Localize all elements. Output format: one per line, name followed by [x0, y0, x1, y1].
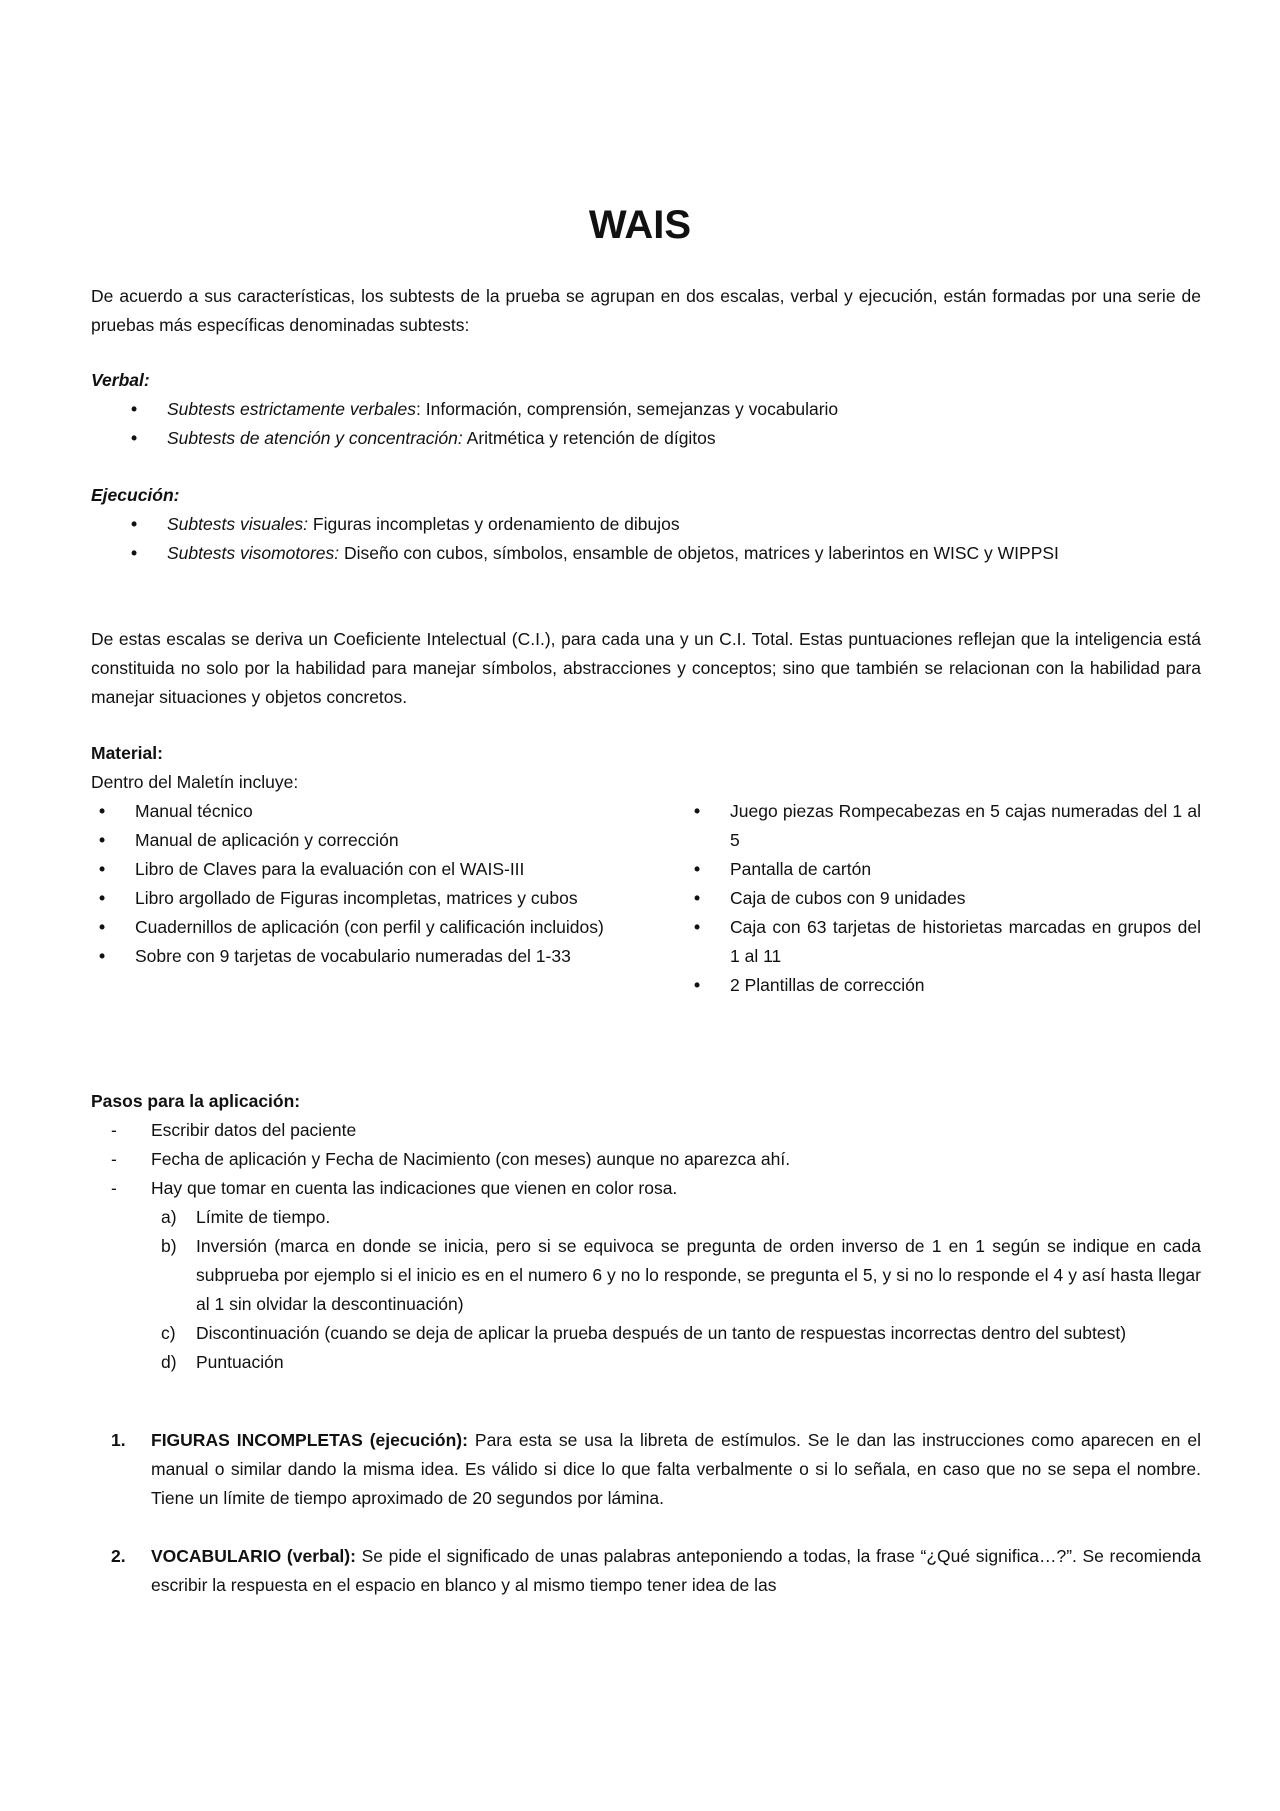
ci-paragraph: De estas escalas se deriva un Coeficiente Intelectual (C.I.), para cada una y un C.I. Total. Estas puntuaciones reflejan que la inteligencia está constituida no solo por la habilidad para manejar símbolos, abstracciones y conceptos; sino que también se relacionan con la habilidad para manejar situaciones y objetos concretos.: [91, 629, 1201, 707]
list-item: • Subtests visuales: Figuras incompletas y ordenamiento de dibujos: [91, 510, 1201, 539]
page-title: WAIS: [588, 203, 692, 247]
subtest-item: 2. VOCABULARIO (verbal): Se pide el significado de unas palabras anteponiendo a todas, la frase “¿Qué significa…?”. Se recomienda escribir la respuesta en el espacio en blanco y al mismo tiempo tener idea de las: [111, 1546, 1201, 1595]
pasos-heading: Pasos para la aplicación:: [91, 1091, 301, 1111]
list-item: • Subtests de atención y concentración: Aritmética y retención de dígitos: [91, 424, 1201, 453]
list-item: • Subtests estrictamente verbales: Información, comprensión, semejanzas y vocabulario: [91, 395, 1201, 424]
material-section: [91, 739, 1201, 1000]
list-item: b) Inversión (marca en donde se inicia, pero si se equivoca se pregunta de orden inverso de 1 en 1 según se indique en cada subprueba por ejemplo si el inicio es en el numero 6 y no lo responde, se pregunta el 5, y si no lo responde el 4 y así hasta llegar al 1 sin olvidar la descontinuación): [161, 1236, 1201, 1314]
list-item: - Hay que tomar en cuenta las indicaciones que vienen en color rosa.: [91, 1174, 1201, 1203]
list-item: • Libro argollado de Figuras incompletas, matrices y cubos: [91, 884, 606, 913]
pasos-section: [91, 1087, 1201, 1377]
list-item: • Juego piezas Rompecabezas en 5 cajas numeradas del 1 al 5: [686, 797, 1201, 855]
material-list-left: [91, 797, 606, 1000]
list-item: • Caja de cubos con 9 unidades: [686, 884, 1201, 913]
list-item: • Cuadernillos de aplicación (con perfil y calificación incluidos): [91, 913, 606, 942]
ejecucion-heading: Ejecución:: [91, 485, 180, 505]
material-heading: Material:: [91, 743, 163, 763]
list-item: • 2 Plantillas de corrección: [686, 971, 1201, 1000]
ejecucion-section: [91, 481, 1201, 568]
list-item: • Libro de Claves para la evaluación con el WAIS-III: [91, 855, 606, 884]
list-item: • Pantalla de cartón: [686, 855, 1201, 884]
list-item: d) Puntuación: [161, 1352, 284, 1372]
intro-paragraph: De acuerdo a sus características, los subtests de la prueba se agrupan en dos escalas, verbal y ejecución, están formadas por una serie de pruebas más específicas denominadas subtests:: [91, 286, 1201, 335]
verbal-section: [91, 366, 1201, 453]
material-subheading: Dentro del Maletín incluye:: [91, 772, 299, 792]
list-item: - Fecha de aplicación y Fecha de Nacimiento (con meses) aunque no aparezca ahí.: [91, 1145, 1201, 1174]
list-item: a) Límite de tiempo.: [161, 1207, 331, 1227]
list-item: • Sobre con 9 tarjetas de vocabulario numeradas del 1-33: [91, 942, 606, 971]
list-item: • Subtests visomotores: Diseño con cubos, símbolos, ensamble de objetos, matrices y laberintos en WISC y WIPPSI: [91, 539, 1201, 568]
list-item: • Manual técnico: [91, 797, 606, 826]
list-item: c) Discontinuación (cuando se deja de aplicar la prueba después de un tanto de respuestas incorrectas dentro del subtest): [161, 1323, 1127, 1343]
list-item: - Escribir datos del paciente: [91, 1116, 1201, 1145]
subtests-list: [91, 1426, 1201, 1600]
subtest-item: 1. FIGURAS INCOMPLETAS (ejecución): Para esta se usa la libreta de estímulos. Se le dan las instrucciones como aparecen en el manual o similar dando la misma idea. Es válido si dice lo que falta verbalmente o si lo señala, en caso que no se sepa el nombre. Tiene un límite de tiempo aproximado de 20 segundos por lámina.: [111, 1430, 1201, 1508]
list-item: • Manual de aplicación y corrección: [91, 826, 606, 855]
material-list-right: [686, 797, 1201, 1000]
verbal-heading: Verbal:: [91, 370, 150, 390]
list-item: • Caja con 63 tarjetas de historietas marcadas en grupos del 1 al 11: [686, 913, 1201, 971]
